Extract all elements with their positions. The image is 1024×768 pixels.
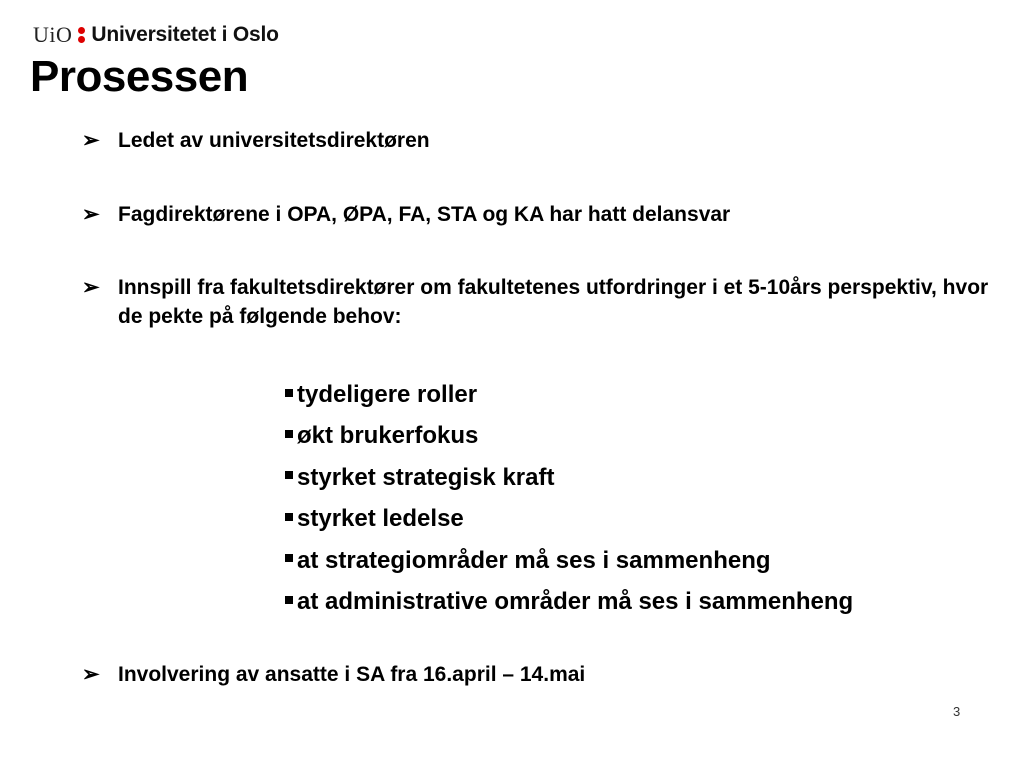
list-item xyxy=(285,499,853,540)
square-bullet-icon xyxy=(285,389,293,397)
list-item xyxy=(285,582,853,623)
bullet-item xyxy=(82,200,992,229)
bullet-text: Ledet av universitetsdirektøren xyxy=(118,129,430,152)
square-bullet-icon xyxy=(285,430,293,438)
logo-dot-top xyxy=(78,27,85,34)
list-item xyxy=(285,416,853,457)
logo-university-name: Universitetet i Oslo xyxy=(91,23,279,46)
logo-dot-bottom xyxy=(78,36,85,43)
list-item-text: tydeligere roller xyxy=(297,381,478,408)
bullet-text: Fagdirektørene i OPA, ØPA, FA, STA og KA har hatt delansvar xyxy=(118,203,731,226)
needs-list xyxy=(285,375,853,623)
list-item-text: økt brukerfokus xyxy=(297,422,479,450)
arrow-bullet-icon: ➢ xyxy=(82,663,100,686)
list-item xyxy=(285,375,853,416)
list-item xyxy=(285,458,853,499)
list-item-text: styrket strategisk kraft xyxy=(297,463,555,491)
bullet-item xyxy=(82,126,992,155)
list-item xyxy=(285,541,853,582)
square-bullet-icon xyxy=(285,554,293,562)
list-item-text: styrket ledelse xyxy=(297,505,464,533)
bullet-item xyxy=(82,273,992,331)
bullet-text: Innspill fra fakultetsdirektører om fakultetenes utfordringer i et 5-10års perspektiv, hvor de pekte på følgende behov: xyxy=(118,276,989,328)
list-item-text: at administrative områder må ses i sammenheng xyxy=(297,587,854,615)
uio-logo xyxy=(33,22,279,48)
arrow-bullet-icon: ➢ xyxy=(82,276,100,299)
list-item-text: at strategiområder må ses i sammenheng xyxy=(297,546,771,574)
arrow-bullet-icon: ➢ xyxy=(82,203,100,226)
logo-colon-icon xyxy=(78,27,85,43)
slide-title: Prosessen xyxy=(30,52,249,101)
bullet-item xyxy=(82,660,992,689)
arrow-bullet-icon: ➢ xyxy=(82,129,100,152)
logo-uio-text: UiO xyxy=(33,22,73,47)
square-bullet-icon xyxy=(285,471,293,479)
bullet-text: Involvering av ansatte i SA fra 16.april – 14.mai xyxy=(118,663,586,686)
square-bullet-icon xyxy=(285,513,293,521)
square-bullet-icon xyxy=(285,596,293,604)
page-number: 3 xyxy=(953,704,961,719)
